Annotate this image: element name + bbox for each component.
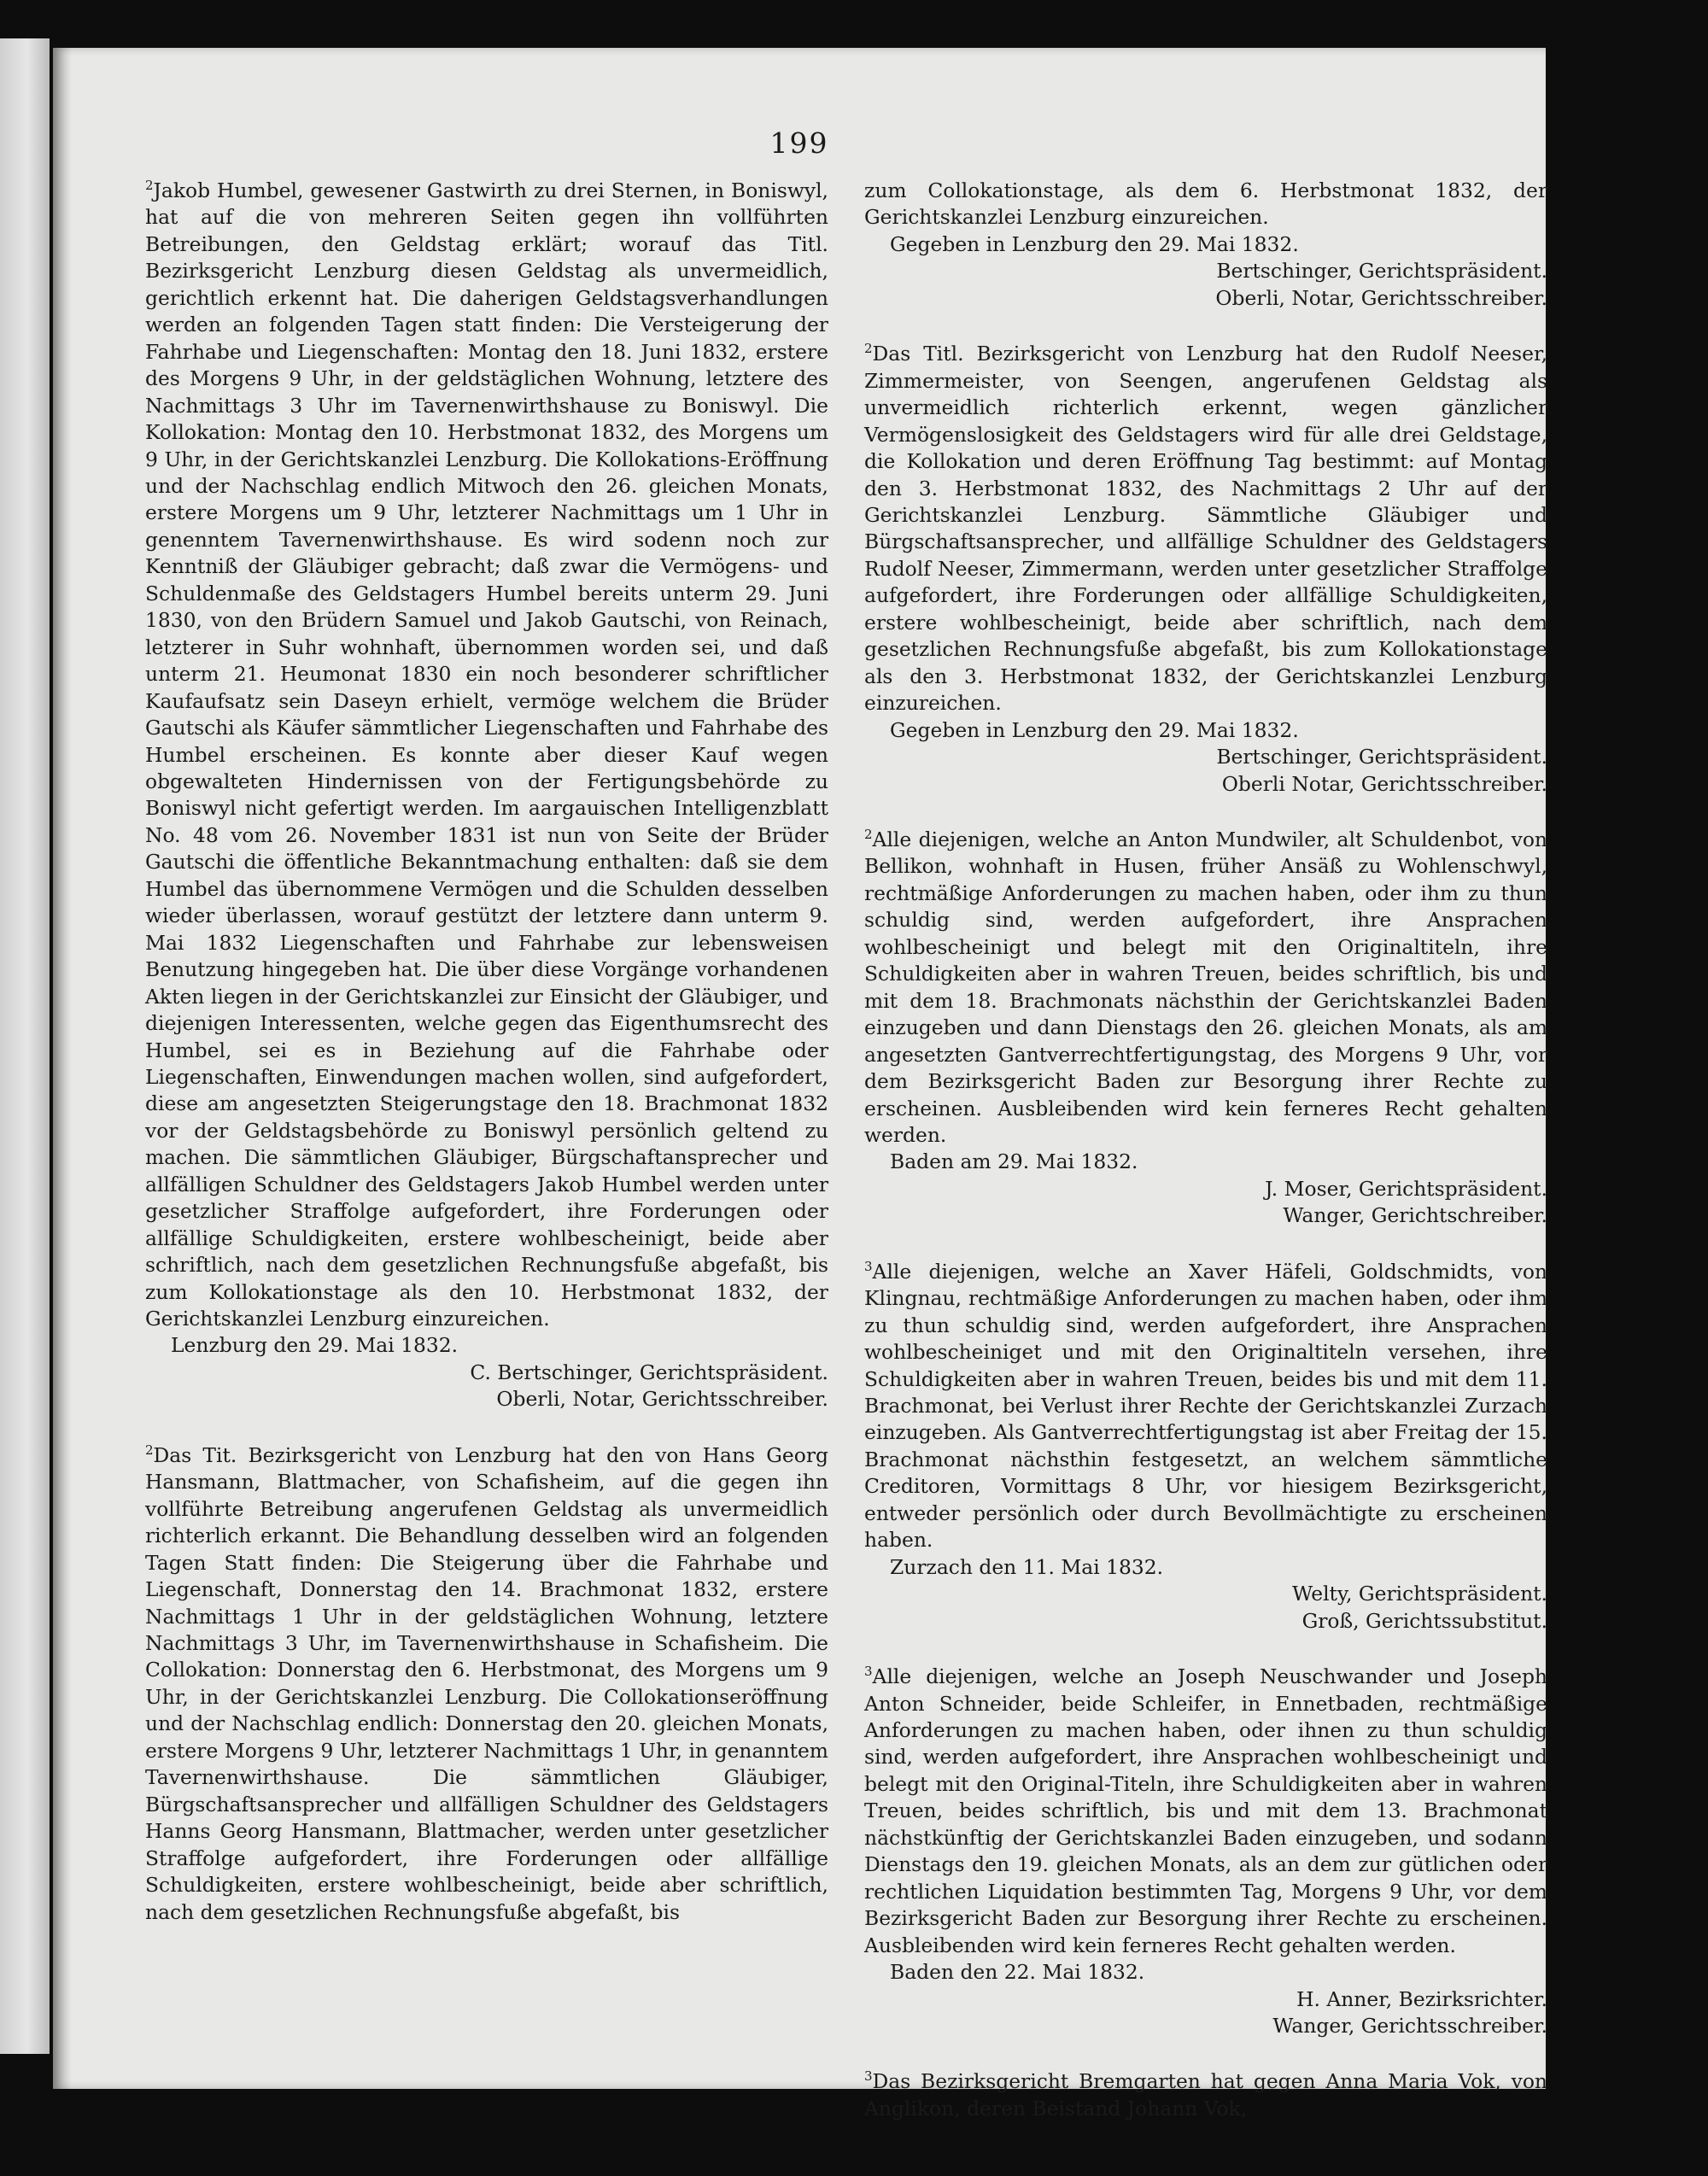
notice-separator [864,798,1547,827]
notice-dateline: Gegeben in Lenzburg den 29. Mai 1832. [890,717,1299,742]
notice-text: $^2$Das Tit. Bezirksgericht von Lenzburg hat den von Hans Georg Hansmann, Blattmacher, von Schafisheim, auf die gegen ihn vollführte Betreibung angerufenen Geldstag als unvermeidlich richterlich erkannt. Die Behandlung desselben wird an folgenden Tagen Statt finden: Die Steigerung über die Fahrhabe und Liegenschaft, Donnerstag den 14. Brachmonat 1832, erstere Nachmittags 1 Uhr in der geldstäglichen Wohnung, letztere Nachmittags 3 Uhr, im Tavernenwirthshause in Schafisheim. Die Collokation: Donnerstag den 6. Herbstmonat, des Morgens um 9 Uhr, in der Gerichtskanzlei Lenzburg. Die Collokationseröffnung und der Nachschlag endlich: Donnerstag den 20. gleichen Monats, erstere Morgens 9 Uhr, letzterer Nachmittags 1 Uhr, in genanntem Tavernenwirthshause. Die sämmtlichen Gläubiger, Bürgschaftsansprecher und allfälligen Schuldner des Geldstagers Hanns Georg Hansmann, Blattmacher, werden unter gesetzlicher Straffolge aufgefordert, ihre Forderungen oder allfällige Schuldigkeiten, erstere wohlbescheinigt, beide aber schriftlich, nach dem gesetzlichen Rechnungsfuße abgefaßt, bis [145,1442,828,1924]
notice-separator [864,312,1547,341]
notice-block [864,827,1547,1230]
notice-signature: Oberli Notar, Gerichtsschreiber. [1221,771,1547,796]
notice-signature: Wanger, Gerichtschreiber. [1283,1203,1547,1228]
right-column [864,178,1547,2122]
notice-dateline: Baden am 29. Mai 1832. [890,1149,1138,1174]
notice-text: $^3$Alle diejenigen, welche an Xaver Häfeli, Goldschmidts, von Klingnau, rechtmäßige Anforderungen zu machen haben, oder ihm zu thun schuldig sind, werden aufgefordert, ihre Ansprachen wohlbescheiniget und mit den Originaltiteln versehen, ihre Schuldigkeiten aber in wahren Treuen, beides bis und mit dem 11. Brachmonat, bei Verlust ihrer Rechte der Gerichtskanzlei Zurzach einzugeben. Als Gantverrechtfertigungstag ist aber Freitag der 15. Brachmonat nächsthin festgesetzt, an welchem sämmtliche Creditoren, Vormittags 8 Uhr, vor hiesigem Bezirksgericht, entweder persönlich oder durch Bevollmächtigte zu erscheinen haben. [864,1258,1547,1553]
notice-signature: Groß, Gerichtssubstitut. [1301,1608,1547,1633]
notice-mark: 3 [864,1664,873,1680]
notice-separator [864,1635,1547,1664]
notice-block [864,341,1547,798]
notice-dateline: Zurzach den 11. Mai 1832. [890,1554,1164,1579]
notice-signature: Welty, Gerichtspräsident. [1292,1582,1547,1606]
notice-signature: Wanger, Gerichtsschreiber. [1272,2014,1547,2038]
notice-separator [864,1230,1547,1259]
notice-signature: H. Anner, Bezirksrichter. [1296,1986,1547,2011]
notice-dateline: Gegeben in Lenzburg den 29. Mai 1832. [890,231,1299,256]
notice-text: $^2$Jakob Humbel, gewesener Gastwirth zu drei Sternen, in Boniswyl, hat auf die von mehreren Seiten gegen ihn vollführten Betreibungen, den Geldstag erklärt; worauf das Titl. Bezirksgericht Lenzburg diesen Geldstag als unvermeidlich, gerichtlich erkennt hat. Die daherigen Geldstagsverhandlungen werden an folgenden Tagen statt finden: Die Versteigerung der Fahrhabe und Liegenschaften: Montag den 18. Juni 1832, erstere des Morgens 9 Uhr, in der geldstäglichen Wohnung, letztere des Nachmittags 3 Uhr im Tavernenwirthshause zu Boniswyl. Die Kollokation: Montag den 10. Herbstmonat 1832, des Morgens um 9 Uhr, in der Gerichtskanzlei Lenzburg. Die Kollokations-Eröffnung und der Nachschlag endlich Mitwoch den 26. gleichen Monats, erstere Morgens um 9 Uhr, letzterer Nachmittags um 1 Uhr in genenntem Tavernenwirthshause. Es wird sodenn noch zur Kenntniß der Gläubiger gebracht; daß zwar die Vermögens- und Schuldenmaße des Geldstagers Humbel bereits unterm 29. Juni 1830, von den Brüdern Samuel und Jakob Gautschi, von Reinach, letzterer in Suhr wohnhaft, übernommen worden sei, und daß unterm 21. Heumonat 1830 ein noch besonderer schriftlicher Kaufaufsatz sein Daseyn erhielt, vermöge welchem die Brüder Gautschi als Käufer sämmtlicher Liegenschaften und Fahrhabe des Humbel erscheinen. Es konnte aber dieser Kauf wegen obgewalteten Hindernissen von der Fertigungsbehörde zu Boniswyl nicht gefertigt werden. Im aargauischen Intelligenzblatt No. 48 vom 26. November 1831 ist nun von Seite der Brüder Gautschi die öffentliche Bekanntmachung enthalten: daß sie dem Humbel das übernommene Vermögen und die Schulden desselben wieder überlassen, worauf gestützt der letztere dann unterm 9. Mai 1832 Liegenschaften und Fahrhabe zur lebensweisen Benutzung hingegeben hat. Die über diese Vorgänge vorhandenen Akten liegen in der Gerichtskanzlei zur Einsicht der Gläubiger, und diejenigen Interessenten, welche gegen das Eigenthumsrecht des Humbel, sei es in Beziehung auf die Fahrhabe oder Liegenschaften, Einwendungen machen wollen, sind aufgefordert, diese am angesetzten Steigerungstage den 18. Brachmonat 1832 vor der Geldstagsbehörde zu Boniswyl persönlich geltend zu machen. Die sämmtlichen Gläubiger, Bürgschaftansprecher und allfälligen Schuldner des Geldstagers Jakob Humbel werden unter gesetzlicher Straffolge aufgefordert, ihre Forderungen oder allfällige Schuldigkeiten, erstere wohlbescheinigt, beide aber schriftlich, nach dem gesetzlichen Rechnungsfuße abgefaßt, bis zum Kollokationstage als den 10. Herbstmonat 1832, der Gerichtskanzlei Lenzburg einzureichen. [145,178,828,1331]
notice-signature: Oberli, Notar, Gerichtsschreiber. [1215,285,1547,310]
notice-block [864,1259,1547,1635]
notice-signature: C. Bertschinger, Gerichtspräsident. [470,1360,828,1384]
gutter-shadow [53,48,72,2089]
left-column [145,178,828,1926]
newspaper-page [53,48,1547,2120]
notice-signature: Oberli, Notar, Gerichtsschreiber. [496,1387,828,1412]
notice-mark: 3 [864,1258,873,1274]
notice-text: $^2$Alle diejenigen, welche an Anton Mundwiler, alt Schuldenbot, von Bellikon, wohnhaft in Husen, früher Ansäß zu Wohlenschwyl, rechtmäßige Anforderungen zu machen haben, oder ihm zu thun schuldig sind, werden aufgefordert, ihre Ansprachen wohlbescheinigt und belegt mit den Originaltiteln, ihre Schuldigkeiten aber in wahren Treuen, beides schriftlich, bis und mit dem 18. Brachmonats nächsthin der Gerichtskanzlei Baden einzugeben und dann Dienstags den 26. gleichen Monats, als am angesetzten Gantverrechtfertigungstag, des Morgens 9 Uhr, vor dem Bezirksgericht Baden zur Besorgung ihrer Rechte zu erscheinen. Ausbleibenden wird kein ferneres Recht gehalten werden. [864,827,1547,1147]
notice-mark: 2 [864,341,873,357]
notice-mark: 2 [145,1442,154,1459]
notice-text: $^3$Alle diejenigen, welche an Joseph Neuschwander und Joseph Anton Schneider, beide Schleifer, in Ennetbaden, rechtmäßige Anforderungen zu machen haben, oder ihnen zu thun schuldig sind, werden aufgefordert, ihre Ansprachen wohlbescheinigt und belegt mit den Original-Titeln, ihre Schuldigkeiten aber in wahren Treuen, beides schriftlich, bis und mit dem 13. Brachmonat nächstkünftig der Gerichtskanzlei Baden einzugeben, und sodann Dienstags den 19. gleichen Monats, als an dem zur gütlichen oder rechtlichen Liquidation bestimmten Tag, Morgens 9 Uhr, vor dem Bezirksgericht Baden zur Besorgung ihrer Rechte zu erscheinen. Ausbleibenden wird kein ferneres Recht gehalten werden. [864,1664,1547,1957]
notice-mark: 2 [145,178,154,194]
notice-signature: Bertschinger, Gerichtspräsident. [1216,745,1547,769]
notice-separator [145,1413,828,1442]
notice-signature: Bertschinger, Gerichtspräsident. [1216,259,1547,284]
notice-text: $^2$Das Titl. Bezirksgericht von Lenzburg hat den Rudolf Neeser, Zimmermeister, von Seengen, angerufenen Geldstag als unvermeidlich richterlich erkennt, wegen gänzlicher Vermögenslosigkeit des Geldstagers wird für alle drei Geldstage, die Kollokation und deren Eröffnung Tag bestimmt: auf Montag den 3. Herbstmonat 1832, des Nachmittags 2 Uhr auf der Gerichtskanzlei Lenzburg. Sämmtliche Gläubiger und Bürgschaftsansprecher, und allfällige Schuldner des Geldstagers Rudolf Neeser, Zimmermann, werden unter gesetzlicher Straffolge aufgefordert, ihre Forderungen oder allfällige Schuldigkeiten, erstere wohlbescheinigt, beide aber schriftlich, nach dem gesetzlichen Rechnungsfuße abgefaßt, bis zum Kollokationstage als den 3. Herbstmonat 1832, der Gerichtskanzlei Lenzburg einzureichen. [864,341,1547,716]
notice-dateline: Baden den 22. Mai 1832. [890,1960,1145,1985]
notice-text: zum Collokationstage, als dem 6. Herbstmonat 1832, der Gerichtskanzlei Lenzburg einzureichen. [864,178,1547,230]
notice-block [864,1664,1547,2039]
notice-dateline: Lenzburg den 29. Mai 1832. [171,1333,459,1358]
notice-mark: 2 [864,827,873,843]
notice-mark: 3 [864,2068,873,2085]
notice-block [145,178,828,1413]
notice-block [864,2068,1547,2122]
page-number: 199 [769,126,829,160]
notice-text: $^3$Das Bezirksgericht Bremgarten hat gegen Anna Maria Vok, von Anglikon, deren Beistand Johann Vok, [864,2068,1547,2120]
previous-page-edge [0,38,50,2054]
notice-separator [864,2039,1547,2068]
notice-block [864,178,1547,312]
notice-block [145,1442,828,1926]
notice-signature: J. Moser, Gerichtspräsident. [1265,1176,1547,1201]
